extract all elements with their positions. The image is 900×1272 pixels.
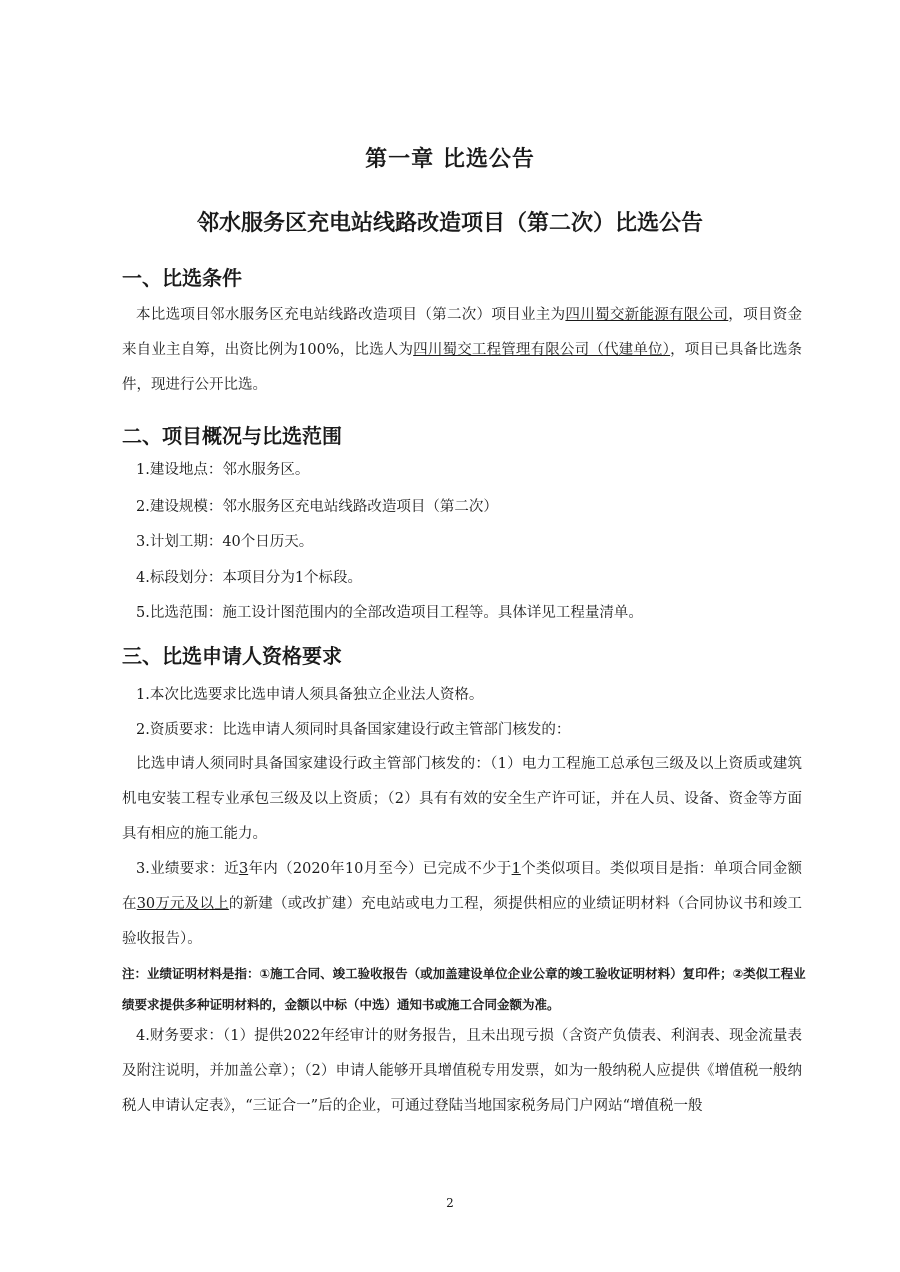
selection-agent: 四川蜀交工程管理有限公司（代建单位） (413, 342, 671, 358)
section-1-text-c: ，项目已具备比选条件，现进行公开比选。 (122, 342, 803, 393)
section-1-heading: 一、比选条件 (122, 266, 242, 290)
section-3-item-2-detail: 比选申请人须同时具备国家建设行政主管部门核发的：（1）电力工程施工总承包三级及以上资质或建筑机电安装工程专业承包三级及以上资质；（2）具有有效的安全生产许可证，并在人员、设备、资金等方面具有相应的施工能力。 (122, 756, 802, 842)
section-2-item-1: 1.建设地点：邻水服务区。 (136, 462, 310, 478)
section-2-heading: 二、项目概况与比选范围 (122, 424, 342, 448)
item-3-text-b: 年内（2020年10月至今）已完成不少于 (248, 861, 512, 877)
section-1-paragraph (122, 298, 802, 403)
item-3-count: 1 (511, 861, 521, 877)
item-3-years: 3 (238, 861, 249, 877)
section-2-item-2: 2.建设规模：邻水服务区充电站线路改造项目（第二次） (136, 499, 498, 515)
item-3-amount: 30万元及以上 (136, 896, 229, 912)
section-3-item-3 (122, 852, 802, 957)
section-1-text-a: 本比选项目邻水服务区充电站线路改造项目（第二次）项目业主为 (136, 307, 566, 323)
section-3-item-2: 2.资质要求：比选申请人须同时具备国家建设行政主管部门核发的： (136, 722, 571, 738)
item-3-text-c: 个类似项目。类似项目是指：单项合同金额在 (122, 861, 803, 912)
section-3-item-1: 1.本次比选要求比选申请人须具备独立企业法人资格。 (136, 687, 484, 703)
section-2-item-5: 5.比选范围：施工设计图范围内的全部改造项目工程等。具体详见工程量清单。 (136, 605, 643, 621)
section-1-text-b: ，项目资金来自业主自筹，出资比例为100%，比选人为 (122, 307, 803, 358)
chapter-title: 第一章 比选公告 (365, 147, 535, 172)
page-number: 2 (446, 1196, 454, 1210)
item-3-text-a: 3.业绩要求：近 (136, 861, 239, 877)
section-3-heading: 三、比选申请人资格要求 (122, 644, 342, 668)
item-3-text-d: 的新建（或改扩建）充电站或电力工程，须提供相应的业绩证明材料（合同协议书和竣工验收报告）。 (122, 896, 803, 947)
document-title: 邻水服务区充电站线路改造项目（第二次）比选公告 (196, 211, 703, 236)
performance-note: 注：业绩证明材料是指：①施工合同、竣工验收报告（或加盖建设单位企业公章的竣工验收证明材料）复印件；②类似工程业绩要求提供多种证明材料的，金额以中标（中选）通知书或施工合同金额为准。 (122, 966, 806, 1012)
project-owner: 四川蜀交新能源有限公司 (565, 307, 729, 323)
section-3-item-4: 4.财务要求：（1）提供2022年经审计的财务报告，且未出现亏损（含资产负债表、利润表、现金流量表及附注说明，并加盖公章）；（2）申请人能够开具增值税专用发票，如为一般纳税人应提供《增值税一般纳税人申请认定表》，“三证合一”后的企业，可通过登陆当地国家税务局门户网站“增值税一般 (122, 1028, 802, 1114)
section-2-item-3: 3.计划工期：40个日历天。 (136, 534, 314, 550)
section-2-item-4: 4.标段划分：本项目分为1个标段。 (136, 570, 363, 586)
